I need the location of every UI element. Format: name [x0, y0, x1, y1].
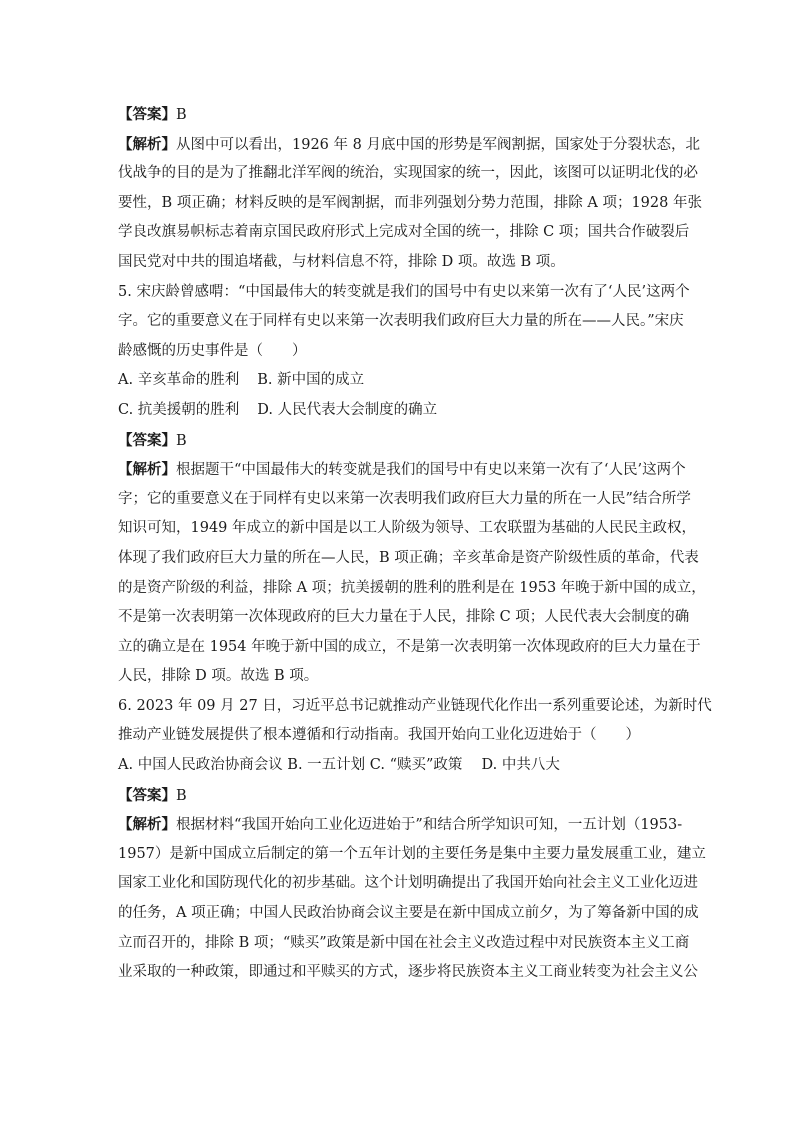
answer-tag: 【答案】	[118, 106, 176, 123]
analysis-line: 不是第一次表明第一次体现政府的巨大力量在于人民，排除 C 项；人民代表大会制度的确	[118, 609, 690, 626]
question-6-line: 6. 2023 年 09 月 27 日，习近平总书记就推动产业链现代化作出一系列重要论述，为新时代	[118, 697, 712, 714]
analysis-line: 的是资产阶级的利益，排除 A 项；抗美援朝的胜利的胜利是在 1953 年晚于新中国的成立，	[118, 579, 706, 596]
analysis-line	[118, 455, 686, 485]
analysis-line: 伐战争的目的是为了推翻北洋军阀的统治，实现国家的统一，因此，该图可以证明北伐的必	[118, 165, 698, 182]
question-6-line: 推动产业链发展提供了根本遵循和行动指南。我国开始向工业化迈进始于（ ）	[118, 727, 640, 744]
analysis-tag: 【解析】	[118, 816, 176, 834]
answer-tag: 【答案】	[118, 786, 176, 804]
analysis-line	[118, 810, 683, 840]
answer-tag: 【答案】	[118, 431, 176, 449]
analysis-line: 的任务，A 项正确；中国人民政治协商会议主要是在新中国成立前夕，为了筹备新中国的成	[118, 905, 699, 922]
question-5-line: 龄感慨的历史事件是（ ）	[118, 342, 307, 359]
analysis-tag: 【解析】	[118, 135, 176, 153]
answer-value: B	[176, 432, 187, 449]
option-d: D. 人民代表大会制度的确立	[257, 401, 438, 418]
question-6-options: A. 中国人民政治协商会议 B. 一五计划 C. “赎买”政策 D. 中共八大	[118, 757, 560, 774]
analysis-line: 人民，排除 D 项。故选 B 项。	[118, 668, 319, 685]
analysis-line: 要性，B 项正确；材料反映的是军阀割据，而非列强划分势力范围，排除 A 项；1928 年张	[118, 194, 702, 211]
option-b: B. 新中国的成立	[257, 372, 365, 389]
option-a: A. 辛亥革命的胜利	[118, 372, 240, 389]
question-5-options	[118, 366, 678, 396]
answer-line	[118, 426, 678, 456]
analysis-text: 根据题干“中国最伟大的转变就是我们的国号中有史以来第一次有了‘人民’这两个	[176, 462, 686, 479]
question-5-options	[118, 396, 678, 426]
answer-line	[118, 781, 678, 811]
analysis-line: 知识可知，1949 年成立的新中国是以工人阶级为领导、工农联盟为基础的人民民主政权，	[118, 520, 697, 537]
answer-line	[118, 100, 678, 130]
analysis-line: 学良改旗易帜标志着南京国民政府形式上完成对全国的统一，排除 C 项；国共合作破裂后	[118, 224, 690, 241]
answer-value: B	[176, 107, 187, 123]
option-c: C. 抗美援朝的胜利	[118, 401, 240, 418]
analysis-line: 国家工业化和国防现代化的初步基础。这个计划明确提出了我国开始向社会主义工业化迈进	[118, 875, 698, 892]
document-page	[118, 100, 712, 988]
analysis-line: 国民党对中共的围追堵截，与材料信息不符，排除 D 项。故选 B 项。	[118, 253, 565, 270]
question-5-line: 字。它的重要意义在于同样有史以来第一次表明我们政府巨大力量的所在——人民。”宋庆	[118, 313, 684, 330]
answer-value: B	[176, 787, 187, 804]
question-5-line: 5. 宋庆龄曾感喟：“中国最伟大的转变就是我们的国号中有史以来第一次有了‘人民’这两个	[118, 283, 690, 300]
analysis-line: 1957）是新中国成立后制定的第一个五年计划的主要任务是集中主要力量发展重工业，建立	[118, 845, 706, 862]
analysis-line: 体现了我们政府巨大力量的所在—人民，B 项正确；辛亥革命是资产阶级性质的革命，代表	[118, 549, 699, 566]
analysis-tag: 【解析】	[118, 461, 176, 479]
analysis-text: 从图中可以看出，1926 年 8 月底中国的形势是军阀割据，国家处于分裂状态，北	[176, 136, 700, 153]
analysis-text: 根据材料“我国开始向工业化迈进始于”和结合所学知识可知，一五计划（1953-	[176, 817, 683, 834]
analysis-line: 立而召开的，排除 B 项；“赎买”政策是新中国在社会主义改造过程中对民族资本主义工商	[118, 934, 690, 951]
analysis-line: 字；它的重要意义在于同样有史以来第一次表明我们政府巨大力量的所在一人民”结合所学	[118, 490, 691, 507]
analysis-line	[118, 130, 700, 160]
analysis-line: 业采取的一种政策，即通过和平赎买的方式，逐步将民族资本主义工商业转变为社会主义公	[118, 964, 698, 981]
analysis-line: 立的确立是在 1954 年晚于新中国的成立，不是第一次表明第一次体现政府的巨大力量在于	[118, 638, 701, 655]
